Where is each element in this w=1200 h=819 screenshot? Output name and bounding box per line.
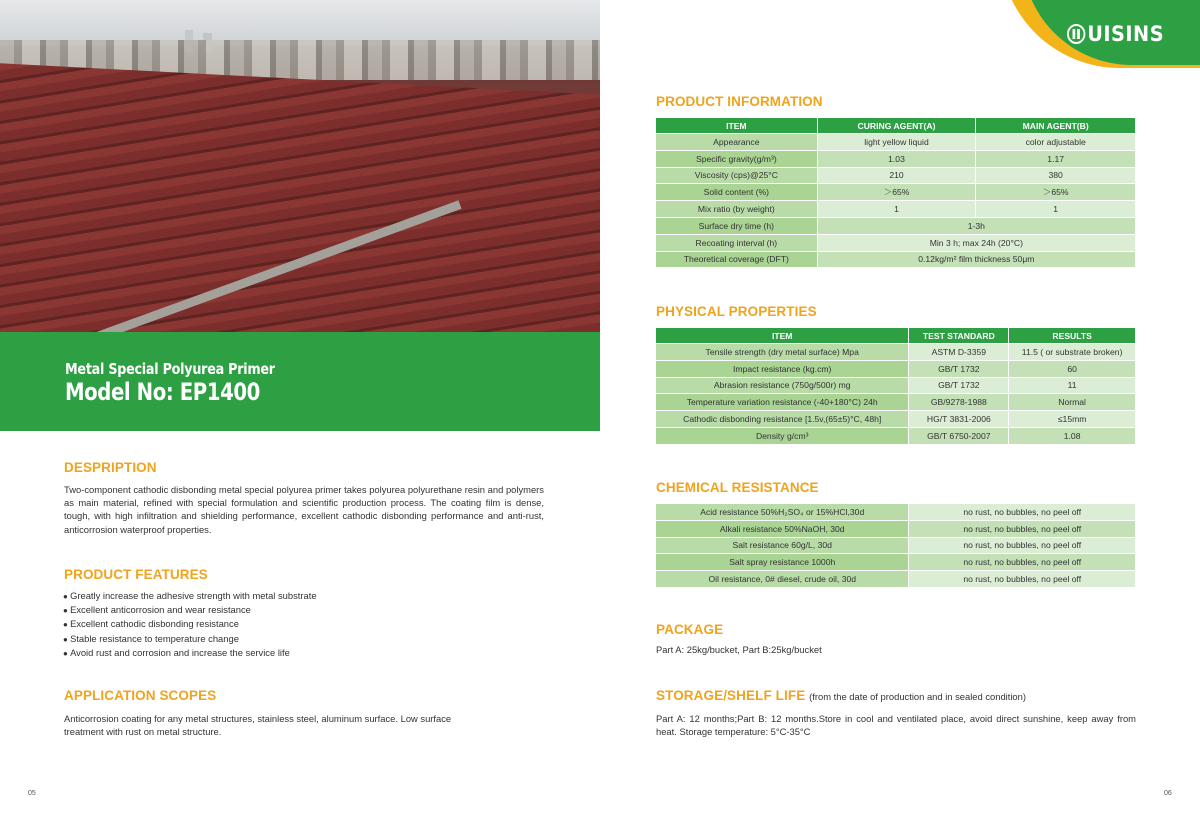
description-text: Two-component cathodic disbonding metal special polyurea primer takes polyurea polyurethane resin and polymers as main material, refined with special formulation and scientific production process. The coating film is dense, tough, with high infiltration and shielding performance, excellent cathodic disbonding performance and anti-rust, anticorrosion waterproof properties.: [64, 484, 544, 535]
row-label: Impact resistance (kg.cm): [656, 360, 909, 377]
row-label: Cathodic disbonding resistance [1.5v,(65±5)°C, 48h]: [656, 411, 909, 428]
table-cell: 380: [976, 167, 1136, 184]
table-cell: Min 3 h; max 24h (20°C): [817, 234, 1135, 251]
table-cell: 60: [1009, 360, 1136, 377]
table-cell: 1.08: [1009, 427, 1136, 444]
physical-heading: PHYSICAL PROPERTIES: [656, 304, 817, 319]
row-label: Theoretical coverage (DFT): [656, 251, 818, 268]
table-cell: GB/9278-1988: [909, 394, 1009, 411]
table-cell: 210: [817, 167, 976, 184]
table-row: [656, 427, 1136, 444]
table-row: [656, 167, 1136, 184]
table-header-row: [656, 118, 1136, 134]
table-cell: ＞65%: [817, 184, 976, 201]
product-info-heading: PRODUCT INFORMATION: [656, 94, 823, 109]
row-label: Density g/cm³: [656, 427, 909, 444]
table-row: [656, 360, 1136, 377]
table-cell: light yellow liquid: [817, 134, 976, 151]
table-cell: 1-3h: [817, 217, 1135, 234]
table-row: [656, 394, 1136, 411]
storage-note: (from the date of production and in sealed condition): [809, 691, 1026, 702]
package-heading: PACKAGE: [656, 622, 724, 637]
table-row: [656, 184, 1136, 201]
table-row: [656, 554, 1136, 571]
row-label: Salt resistance 60g/L, 30d: [656, 537, 909, 554]
storage-heading-wrap: [656, 688, 1026, 703]
table-row: [656, 411, 1136, 428]
chemical-heading: CHEMICAL RESISTANCE: [656, 480, 819, 495]
row-label: Salt spray resistance 1000h: [656, 554, 909, 571]
row-label: Surface dry time (h): [656, 217, 818, 234]
table-row: [656, 217, 1136, 234]
table-cell: GB/T 1732: [909, 360, 1009, 377]
storage-text: Part A: 12 months;Part B: 12 months.Store in cool and ventilated place, avoid direct sunshine, keep away from heat. Storage temperature: 5°C-35°C: [656, 713, 1136, 738]
photo-red-roof: [0, 60, 600, 332]
logo-h-icon: [1067, 24, 1085, 44]
table-row: [656, 520, 1136, 537]
table-row: [656, 344, 1136, 361]
table-row: [656, 251, 1136, 268]
table-cell: 0.12kg/m² film thickness 50μm: [817, 251, 1135, 268]
table-cell: 11.5 ( or substrate broken): [1009, 344, 1136, 361]
row-label: Tensile strength (dry metal surface) Mpa: [656, 344, 909, 361]
feature-item: ● Excellent anticorrosion and wear resistance: [63, 603, 463, 617]
table-cell: no rust, no bubbles, no peel off: [909, 504, 1136, 521]
table-cell: GB/T 1732: [909, 377, 1009, 394]
table-cell: color adjustable: [976, 134, 1136, 151]
column-header: MAIN AGENT(B): [976, 118, 1136, 134]
table-header-row: [656, 328, 1136, 344]
row-label: Temperature variation resistance (-40+180°C) 24h: [656, 394, 909, 411]
column-header: ITEM: [656, 118, 818, 134]
table-row: [656, 504, 1136, 521]
column-header: RESULTS: [1009, 328, 1136, 344]
table-row: [656, 377, 1136, 394]
column-header: TEST STANDARD: [909, 328, 1009, 344]
table-cell: no rust, no bubbles, no peel off: [909, 520, 1136, 537]
table-cell: no rust, no bubbles, no peel off: [909, 571, 1136, 588]
table-cell: GB/T 6750-2007: [909, 427, 1009, 444]
brand-logo: [1067, 22, 1164, 46]
column-header: CURING AGENT(A): [817, 118, 976, 134]
table-row: [656, 234, 1136, 251]
table-cell: Normal: [1009, 394, 1136, 411]
package-text: Part A: 25kg/bucket, Part B:25kg/bucket: [656, 644, 822, 655]
table-cell: no rust, no bubbles, no peel off: [909, 554, 1136, 571]
column-header: ITEM: [656, 328, 909, 344]
feature-item: ● Greatly increase the adhesive strength with metal substrate: [63, 589, 463, 603]
table-row: [656, 150, 1136, 167]
model-number: Model No: EP1400: [65, 378, 260, 406]
table-row: [656, 571, 1136, 588]
table-cell: HG/T 3831-2006: [909, 411, 1009, 428]
page-number-left: 05: [28, 790, 36, 797]
row-label: Acid resistance 50%H₂SO₄ or 15%HCl,30d: [656, 504, 909, 521]
table-row: [656, 537, 1136, 554]
feature-item: ● Stable resistance to temperature change: [63, 632, 463, 646]
product-title: Metal Special Polyurea Primer: [65, 360, 275, 378]
row-label: Solid content (%): [656, 184, 818, 201]
row-label: Recoating interval (h): [656, 234, 818, 251]
table-cell: 1.17: [976, 150, 1136, 167]
row-label: Specific gravity(g/m³): [656, 150, 818, 167]
table-cell: ≤15mm: [1009, 411, 1136, 428]
feature-item: ● Excellent cathodic disbonding resistance: [63, 617, 463, 631]
storage-heading: STORAGE/SHELF LIFE: [656, 688, 806, 703]
row-label: Oil resistance, 0# diesel, crude oil, 30d: [656, 571, 909, 588]
features-list: [63, 589, 463, 660]
features-heading: PRODUCT FEATURES: [64, 567, 208, 582]
table-cell: 1: [817, 201, 976, 218]
table-cell: 1.03: [817, 150, 976, 167]
product-info-table: [655, 117, 1136, 268]
table-cell: no rust, no bubbles, no peel off: [909, 537, 1136, 554]
row-label: Viscosity (cps)@25°C: [656, 167, 818, 184]
roof-photo: [0, 0, 600, 332]
row-label: Mix ratio (by weight): [656, 201, 818, 218]
table-row: [656, 134, 1136, 151]
table-row: [656, 201, 1136, 218]
page-number-right: 06: [1164, 790, 1172, 797]
table-cell: ＞65%: [976, 184, 1136, 201]
physical-properties-table: [655, 327, 1136, 445]
chemical-resistance-table: [655, 503, 1136, 588]
application-heading: APPLICATION SCOPES: [64, 688, 217, 703]
application-text: Anticorrosion coating for any metal structures, stainless steel, aluminum surface. Low surface treatment with rust on metal structure.: [64, 713, 452, 738]
table-cell: ASTM D-3359: [909, 344, 1009, 361]
row-label: Appearance: [656, 134, 818, 151]
table-cell: 11: [1009, 377, 1136, 394]
brand-logo-text: UISINS: [1087, 22, 1165, 46]
feature-item: ● Avoid rust and corrosion and increase the service life: [63, 646, 463, 660]
row-label: Alkali resistance 50%NaOH, 30d: [656, 520, 909, 537]
row-label: Abrasion resistance (750g/500r) mg: [656, 377, 909, 394]
photo-sky: [0, 0, 600, 45]
table-cell: 1: [976, 201, 1136, 218]
description-heading: DESPRIPTION: [64, 460, 157, 475]
